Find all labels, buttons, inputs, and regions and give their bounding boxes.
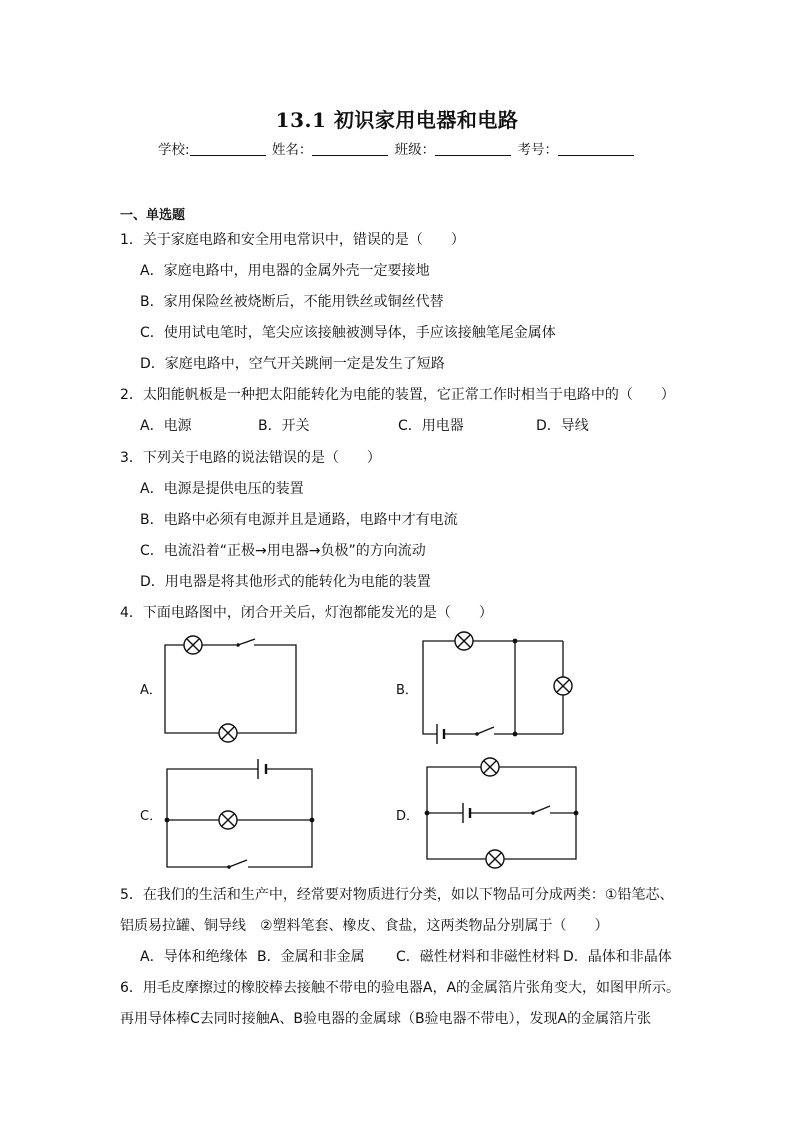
circuit-c-label: C．: [140, 809, 163, 824]
lamp-icon: [219, 811, 237, 829]
q3-option-b[interactable]: B．电路中必须有电源并且是通路，电路中才有电流: [140, 512, 458, 528]
q5-stem-line1: 5．在我们的生活和生产中，经常要对物质进行分类，如以下物品可分成两类：①铅笔芯、: [120, 887, 674, 903]
circuit-a[interactable]: [140, 636, 296, 742]
number-label: 考号：: [517, 142, 558, 158]
q1-stem: 1．关于家庭电路和安全用电常识中，错误的是（ ）: [120, 232, 465, 248]
lamp-icon: [481, 758, 499, 776]
circuit-b-label: B．: [396, 683, 418, 698]
lamp-icon: [184, 636, 202, 654]
q6-stem-line2: 再用导体棒C去同时接触A、B验电器的金属球（B验电器不带电），发现A的金属箔片张: [120, 1011, 652, 1027]
lamp-icon: [486, 850, 504, 868]
circuit-c[interactable]: [140, 759, 314, 869]
lamp-icon: [219, 724, 237, 742]
circuit-b[interactable]: [396, 632, 572, 744]
circuit-a-label: A．: [140, 683, 162, 698]
q1-option-a[interactable]: A．家庭电路中，用电器的金属外壳一定要接地: [140, 263, 430, 279]
q1-option-b[interactable]: B．家用保险丝被烧断后，不能用铁丝或铜丝代替: [140, 294, 444, 310]
section-heading: 一、单选题: [120, 208, 186, 223]
q2-option-b[interactable]: B．开关: [258, 418, 310, 434]
q5-option-d[interactable]: D．晶体和非晶体: [563, 949, 672, 965]
q5-option-a[interactable]: A．导体和绝缘体: [140, 949, 248, 965]
q3-stem: 3．下列关于电路的说法错误的是（ ）: [120, 450, 381, 466]
q2-stem: 2．太阳能帆板是一种把太阳能转化为电能的装置，它正常工作时相当于电路中的（ ）: [120, 387, 675, 403]
q2-option-a[interactable]: A．电源: [140, 418, 192, 434]
circuit-d[interactable]: [396, 758, 578, 868]
page-title: 13.1 初识家用电器和电路: [275, 108, 519, 132]
name-label: 姓名：: [271, 142, 313, 158]
q4-stem: 4．下面电路图中，闭合开关后，灯泡都能发光的是（ ）: [120, 605, 493, 621]
circuit-d-label: D．: [396, 809, 420, 824]
q3-option-d[interactable]: D．用电器是将其他形式的能转化为电能的装置: [140, 574, 431, 590]
q5-stem-line2: 铝质易拉罐、铜导线 ②塑料笔套、橡皮、食盐，这两类物品分别属于（ ）: [120, 918, 609, 934]
class-label: 班级：: [394, 142, 436, 158]
q2-option-c[interactable]: C．用电器: [398, 418, 464, 434]
q5-option-b[interactable]: B．金属和非金属: [257, 949, 365, 965]
school-label: 学校:: [158, 142, 190, 158]
lamp-icon: [554, 677, 572, 695]
q6-stem-line1: 6．用毛皮摩擦过的橡胶棒去接触不带电的验电器A，A的金属箔片张角变大，如图甲所示。: [120, 980, 681, 996]
q1-option-d[interactable]: D．家庭电路中，空气开关跳闸一定是发生了短路: [140, 356, 445, 372]
q2-option-d[interactable]: D．导线: [536, 418, 589, 434]
q3-option-c[interactable]: C．电流沿着“正极→用电器→负极”的方向流动: [140, 543, 426, 559]
lamp-icon: [455, 632, 473, 650]
q1-option-c[interactable]: C．使用试电笔时，笔尖应该接触被测导体，手应该接触笔尾金属体: [140, 325, 556, 341]
q5-option-c[interactable]: C．磁性材料和非磁性材料: [396, 949, 560, 965]
q3-option-a[interactable]: A．电源是提供电压的装置: [140, 481, 304, 497]
